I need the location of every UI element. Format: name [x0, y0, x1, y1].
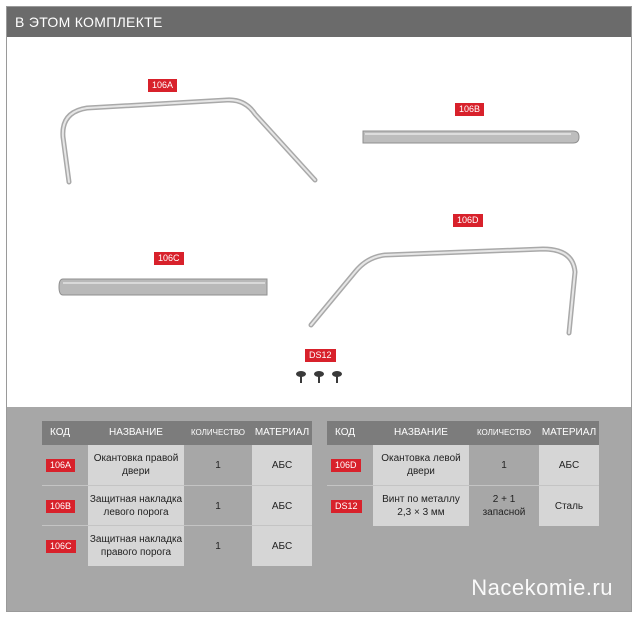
row-name: Защитная накладка	[89, 534, 183, 545]
header-quantity: КОЛИЧЕСТВО	[476, 428, 532, 437]
row-name: 2,3 × 3 мм	[397, 507, 445, 518]
row-name: двери	[122, 466, 150, 477]
section-header: В ЭТОМ КОМПЛЕКТЕ	[7, 7, 631, 37]
part-label-106b: 106B	[455, 103, 484, 116]
row-code: DS12	[331, 500, 362, 513]
row-name: Винт по металлу	[382, 494, 460, 505]
row-name: Окантовка правой	[93, 453, 179, 464]
watermark: Nacekomie.ru	[471, 575, 613, 600]
door-trim-left-image	[307, 227, 587, 337]
parts-photo-area	[7, 37, 631, 409]
parts-table-right	[327, 421, 599, 525]
row-quantity: 1	[215, 459, 221, 471]
row-name: левого порога	[103, 507, 169, 518]
table-row	[327, 485, 599, 525]
row-quantity-note: запасной	[482, 507, 526, 518]
sill-cover-left-image	[359, 129, 581, 145]
row-quantity: 1	[501, 459, 507, 471]
part-label-106a: 106A	[148, 79, 177, 92]
row-name: Окантовка левой	[381, 453, 461, 464]
header-name: НАЗВАНИЕ	[394, 427, 448, 438]
parts-table-area	[7, 407, 631, 611]
row-code: 106D	[331, 459, 361, 472]
row-quantity: 2 + 1	[492, 494, 516, 505]
row-material: АБС	[271, 540, 293, 552]
table-row	[42, 445, 312, 485]
row-material: АБС	[558, 459, 580, 471]
header-code: КОД	[50, 427, 71, 438]
row-code: 106B	[46, 500, 75, 513]
kit-contents-panel	[6, 6, 632, 612]
row-code: 106C	[46, 540, 76, 553]
part-label-106c: 106C	[154, 252, 184, 265]
table-row	[42, 485, 312, 525]
table-row	[42, 525, 312, 565]
row-code: 106A	[46, 459, 75, 472]
screws-image	[291, 369, 351, 389]
table-header-row	[42, 421, 312, 445]
row-quantity: 1	[215, 540, 221, 552]
row-name: двери	[407, 466, 435, 477]
header-name: НАЗВАНИЕ	[109, 427, 163, 438]
part-label-106d: 106D	[453, 214, 483, 227]
row-quantity: 1	[215, 500, 221, 512]
sill-cover-right-image	[57, 277, 271, 297]
header-quantity: КОЛИЧЕСТВО	[190, 428, 246, 437]
row-material: Сталь	[554, 500, 584, 512]
header-material: МАТЕРИАЛ	[254, 427, 310, 438]
row-material: АБС	[271, 459, 293, 471]
part-label-ds12: DS12	[305, 349, 336, 362]
table-row	[327, 445, 599, 485]
table-header-row	[327, 421, 599, 445]
parts-table-left	[42, 421, 312, 565]
row-name: правого порога	[100, 547, 172, 558]
door-trim-right-image	[47, 92, 327, 187]
header-material: МАТЕРИАЛ	[541, 427, 597, 438]
row-name: Защитная накладка	[89, 494, 183, 505]
header-code: КОД	[335, 427, 356, 438]
row-material: АБС	[271, 500, 293, 512]
